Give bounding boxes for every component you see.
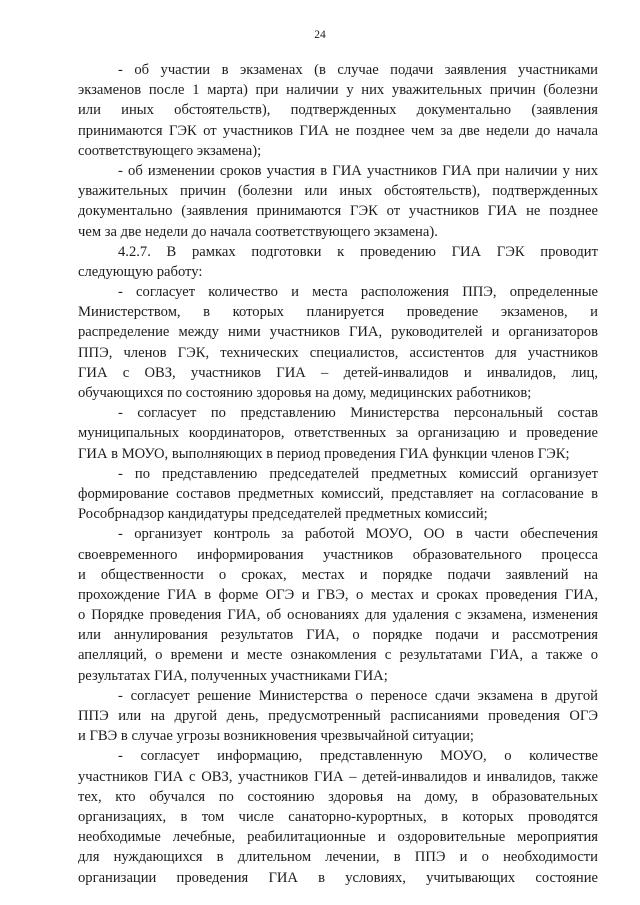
text-line: 4.2.7. В рамках подготовки к проведению ГИА ГЭК проводит [118, 243, 598, 260]
text-line: прохождение ГИА в форме ОГЭ и ГВЭ, о местах и сроках проведения ГИА, [78, 586, 598, 603]
text-line: - об изменении сроков участия в ГИА участников ГИА при наличии у них [118, 162, 598, 179]
text-line: ППЭ или на другой день, предусмотренный расписаниями проведения ОГЭ [78, 708, 598, 724]
text-line: экзаменов после 1 марта) при наличии у них уважительных причин (болезни [78, 82, 598, 99]
text-line: уважительных причин (болезни или иных обстоятельств), подтвержденных [78, 183, 598, 200]
text-line: - организует контроль за работой МОУО, ОО в части обеспечения [118, 526, 598, 543]
page-number: 24 [314, 29, 326, 41]
text-line: ППЭ, членов ГЭК, технических специалистов, ассистентов для участников [78, 344, 598, 361]
text-line: - по представлению председателей предметных комиссий организует [118, 465, 598, 482]
text-line: - об участии в экзаменах (в случае подачи заявления участниками [118, 62, 598, 78]
text-line: апелляций, о времени и месте ознакомления с результатами ГИА, а также о [78, 647, 598, 664]
text-line: или аннулирования результатов ГИА, о порядке подачи и рассмотрения [78, 627, 598, 644]
text-line: тех, кто обучался по состоянию здоровья на дому, в образовательных [78, 788, 598, 805]
text-line: для нуждающихся в длительном лечении, в ППЭ и о необходимости [78, 849, 598, 866]
text-line: и ГВЭ в случае угрозы возникновения чрезвычайной ситуации; [78, 728, 474, 745]
text-line: своевременного информирования участников образовательного процесса [78, 546, 598, 563]
text-line: Рособрнадзор кандидатуры председателей предметных комиссий; [78, 506, 488, 523]
text-line: необходимые лечебные, реабилитационные и оздоровительные мероприятия [78, 829, 598, 846]
text-line: распределение между ними участников ГИА, руководителей и организаторов [78, 324, 598, 341]
text-line: принимаются ГЭК от участников ГИА не позднее чем за две недели до начала [78, 122, 598, 139]
text-line: - согласует решение Министерства о переносе сдачи экзамена в другой [118, 687, 598, 704]
text-line: результатах ГИА, полученных участниками ГИА; [78, 667, 388, 684]
text-line: чем за две недели до начала соответствующего экзамена). [78, 223, 438, 240]
text-line: или иных обстоятельств), подтвержденных документально (заявления [78, 102, 598, 119]
text-line: ГИА в МОУО, выполняющих в период проведения ГИА функции членов ГЭК; [78, 445, 570, 462]
text-line: Министерством, в которых планируется проведение экзаменов, и [78, 304, 598, 321]
text-line: организации проведения ГИА в условиях, учитывающих состояние [78, 869, 598, 886]
document-body [78, 60, 598, 888]
text-line: ГИА с ОВЗ, участников ГИА – детей-инвалидов и инвалидов, лиц, [78, 364, 598, 381]
text-line: соответствующего экзамена); [78, 142, 262, 159]
text-line: документально (заявления принимаются ГЭК от участников ГИА не позднее [78, 203, 598, 220]
text-line: - согласует по представлению Министерства персональный состав [118, 405, 598, 422]
text-line: следующую работу: [78, 263, 203, 280]
text-line: - согласует информацию, представленную МОУО, о количестве [118, 748, 598, 765]
text-line: о Порядке проведения ГИА, об основаниях для удаления с экзамена, изменения [78, 607, 598, 624]
text-line: обучающихся по состоянию здоровья на дому, медицинских работников; [78, 385, 532, 401]
text-line: муниципальных координаторов, ответственных за организацию и проведение [78, 425, 598, 442]
text-line: организациях, в том числе санаторно-курортных, в которых проводятся [78, 808, 598, 825]
text-line: и общественности о сроках, местах и порядке подачи заявлений на [78, 566, 598, 583]
text-line: - согласует количество и места расположения ППЭ, определенные [118, 284, 598, 301]
text-line: формирование составов предметных комиссий, представляет на согласование в [78, 485, 598, 502]
text-line: участников ГИА с ОВЗ, участников ГИА – детей-инвалидов и инвалидов, также [78, 768, 598, 785]
